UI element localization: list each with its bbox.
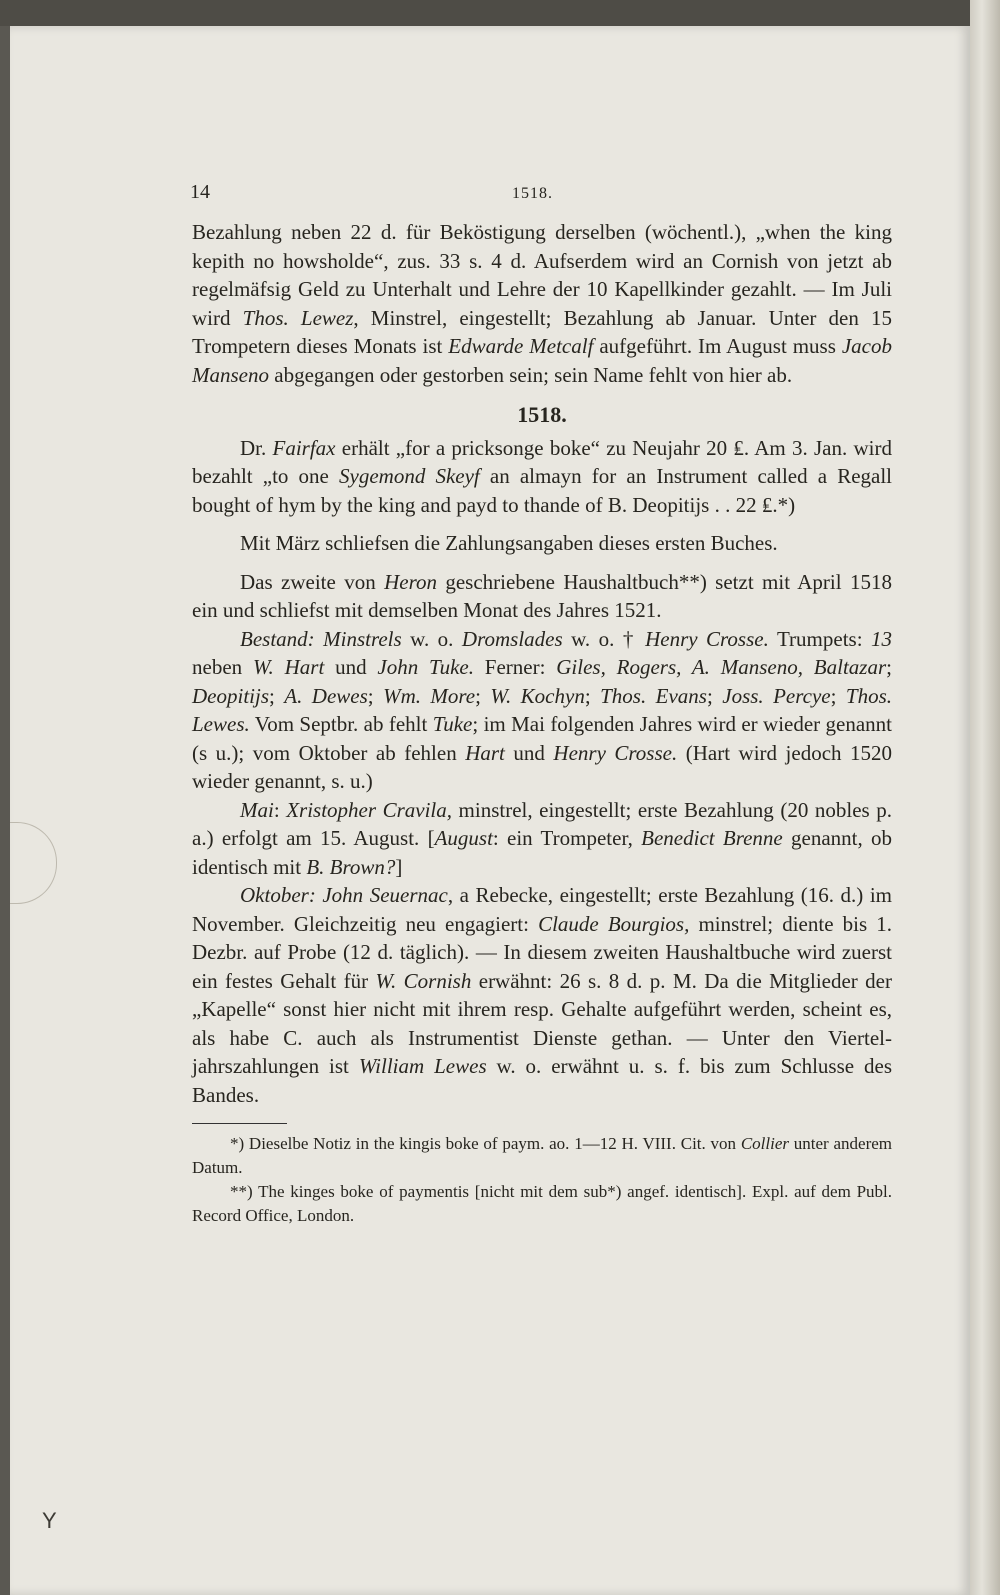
italic-name: Hart <box>465 740 505 765</box>
text-run: w. o. erwähnt u. s. f. bis zum Schlusse des Bandes. <box>192 1054 892 1107</box>
text-run: w. o. <box>401 626 462 651</box>
italic-name: Thos. Lewez <box>242 305 354 330</box>
paragraph-7 <box>192 881 892 1109</box>
italic-name: A. Dewes <box>284 683 368 708</box>
text-run: Trumpets: <box>768 626 872 651</box>
italic-name: Thos. Lewes. <box>192 683 892 736</box>
italic-name: Dromslades <box>461 626 563 651</box>
italic-name: Sygemond Skeyf <box>339 464 480 488</box>
paragraph-2 <box>192 434 892 520</box>
text-run: neben <box>192 655 253 679</box>
italic-name: Claude Bourgios, <box>538 911 690 936</box>
text-run: , Minstrel, eingestellt; Bezahlung ab Januar. Unter den 15 Trompetern dieses Monats ist <box>192 305 892 358</box>
italic-name: Henry Crosse. <box>645 626 769 651</box>
text-run: **) The kinges boke of paymentis [nicht mit dem sub*) angef. identisch]. Expl. auf dem Publ. Record Office, London. <box>192 1182 892 1225</box>
italic-name: Giles, Rogers, A. Manseno, Baltazar <box>556 655 887 679</box>
text-run: erwähnt: 26 s. 8 d. p. M. Da die Mitglieder der „Kapelle“ sonst hier nicht mit ihrem resp. Gehalte aufgeführt werden, scheint es, als habe C. auch als Instrumentist Dienste gethan. — Unter den Vierteljahrszahlungen ist <box>192 968 892 1078</box>
running-header <box>192 178 892 218</box>
italic-name: B. Brown? <box>306 854 396 879</box>
page-edge-tab <box>10 822 57 904</box>
italic-name: W. Cornish <box>375 968 472 993</box>
text-run: ; <box>367 683 384 708</box>
italic-name: Fairfax <box>272 435 336 460</box>
text-run: Das zweite von <box>240 569 385 594</box>
paragraph-6 <box>192 796 892 882</box>
italic-name: Bestand: Minstrels <box>240 626 402 651</box>
italic-name: Collier <box>740 1134 789 1153</box>
text-run: Ferner: <box>473 655 557 679</box>
paragraph-1 <box>192 218 892 389</box>
text-run: ; <box>584 683 601 708</box>
italic-name: William Lewes <box>358 1054 487 1078</box>
text-run: ; <box>830 683 846 708</box>
italic-name: Benedict Brenne <box>641 826 783 850</box>
italic-name: 13 <box>871 626 893 651</box>
text-run: , a Rebecke, eingestellt; erste Bezahlung (16. d.) im November. Gleichzeitig neu engagiert: <box>192 883 892 936</box>
italic-name: W. Hart <box>252 655 325 679</box>
text-run: ; <box>886 655 892 679</box>
section-heading: 1518. <box>517 402 567 427</box>
footnote-1 <box>192 1132 892 1180</box>
text-run: ] <box>395 854 403 879</box>
text-run: ; im Mai folgenden Jahres wird er wieder genannt (s u.); vom Oktober ab fehlen <box>192 712 893 765</box>
text-run: aufgeführt. Im August muss <box>593 334 842 358</box>
text-run: und <box>504 740 554 765</box>
text-run: geschriebene Haushaltbuch**) setzt mit April 1518 ein und schliefst mit demselben Monat des Jahres 1521. <box>192 569 892 622</box>
text-run: w. o. † <box>562 626 646 651</box>
italic-name: Henry Crosse. <box>553 740 678 765</box>
running-title: 1518. <box>512 185 553 202</box>
book-spine-edge <box>970 0 1000 1595</box>
italic-name: Heron <box>384 569 437 594</box>
text-run: erhält „for a pricksonge boke“ zu Neujahr 20 ₤. Am 3. Jan. wird bezahlt „to one <box>192 435 892 488</box>
footnotes <box>192 1132 892 1228</box>
text-run: ; <box>706 683 723 708</box>
paragraph-3 <box>192 529 892 558</box>
italic-name: John Tuke. <box>377 655 474 679</box>
italic-name: Jacob Manseno <box>192 334 892 387</box>
margin-mark: Y <box>42 1508 57 1533</box>
footnote-2 <box>192 1180 892 1228</box>
text-run: Mit März schliefsen die Zahlungsangaben dieses ersten Buches. <box>240 531 778 555</box>
text-run: Dr. <box>240 435 273 460</box>
text-run: an almayn for an Instrument called a Regall bought of hym by the king and payd to thande of B. Deopitijs . . 22 ₤.*) <box>192 464 893 517</box>
footnote-divider <box>192 1123 287 1124</box>
text-run: Vom Septbr. ab fehlt <box>249 712 433 736</box>
italic-name: Edwarde Metcalf <box>448 334 594 358</box>
scan-background-top <box>0 0 1000 26</box>
text-run: abgegangen oder gestorben sein; sein Name fehlt von hier ab. <box>269 362 793 387</box>
italic-name: Wm. More <box>383 683 476 708</box>
page-text <box>192 178 892 1228</box>
paragraph-5 <box>192 625 892 796</box>
italic-name: Mai <box>240 797 274 822</box>
italic-name: Thos. Evans <box>600 683 707 708</box>
italic-name: Deopitijs <box>192 683 269 708</box>
text-run: minstrel; diente bis 1. Dezbr. auf Probe (12 d. täglich). — In diesem zweiten Haushaltbuche wird zuerst ein festes Gehalt für <box>192 911 892 993</box>
italic-name: Joss. Percye <box>722 683 831 708</box>
italic-name: Oktober: John Seuernac <box>240 883 448 907</box>
text-run: unter anderem Datum. <box>192 1134 892 1177</box>
text-run: (Hart wird jedoch 1520 wieder genannt, s. u.) <box>192 740 893 793</box>
text-run: genannt, ob identisch mit <box>192 826 893 879</box>
page-number: 14 <box>190 181 210 203</box>
paragraph-4 <box>192 568 892 625</box>
text-run: ; <box>269 683 285 708</box>
italic-name: W. Kochyn <box>490 683 585 708</box>
text-run: minstrel, eingestellt; erste Bezahlung (20 nobles p. a.) erfolgt am 15. August. [ <box>192 797 892 850</box>
text-run: ; <box>475 683 491 708</box>
text-run: *) Dieselbe Notiz in the kingis boke of paym. ao. 1—12 H. VIII. Cit. von <box>230 1134 741 1153</box>
italic-name: Tuke <box>432 712 473 736</box>
text-run: : <box>273 797 287 822</box>
italic-name: August <box>434 826 493 850</box>
italic-name: Xristopher Cravila, <box>286 797 452 822</box>
text-run: : ein Trompeter, <box>492 826 642 850</box>
text-run: und <box>324 655 378 679</box>
text-run: Bezahlung neben 22 d. für Beköstigung derselben (wöchentl.), „when the king kepith no howsholde“, zus. 33 s. 4 d. Aufserdem wird an Cornish von jetzt ab regelmäfsig Geld zu Unterhalt und Lehre der 10 Kapellkinder gezahlt. — Im Juli wird <box>192 220 892 330</box>
